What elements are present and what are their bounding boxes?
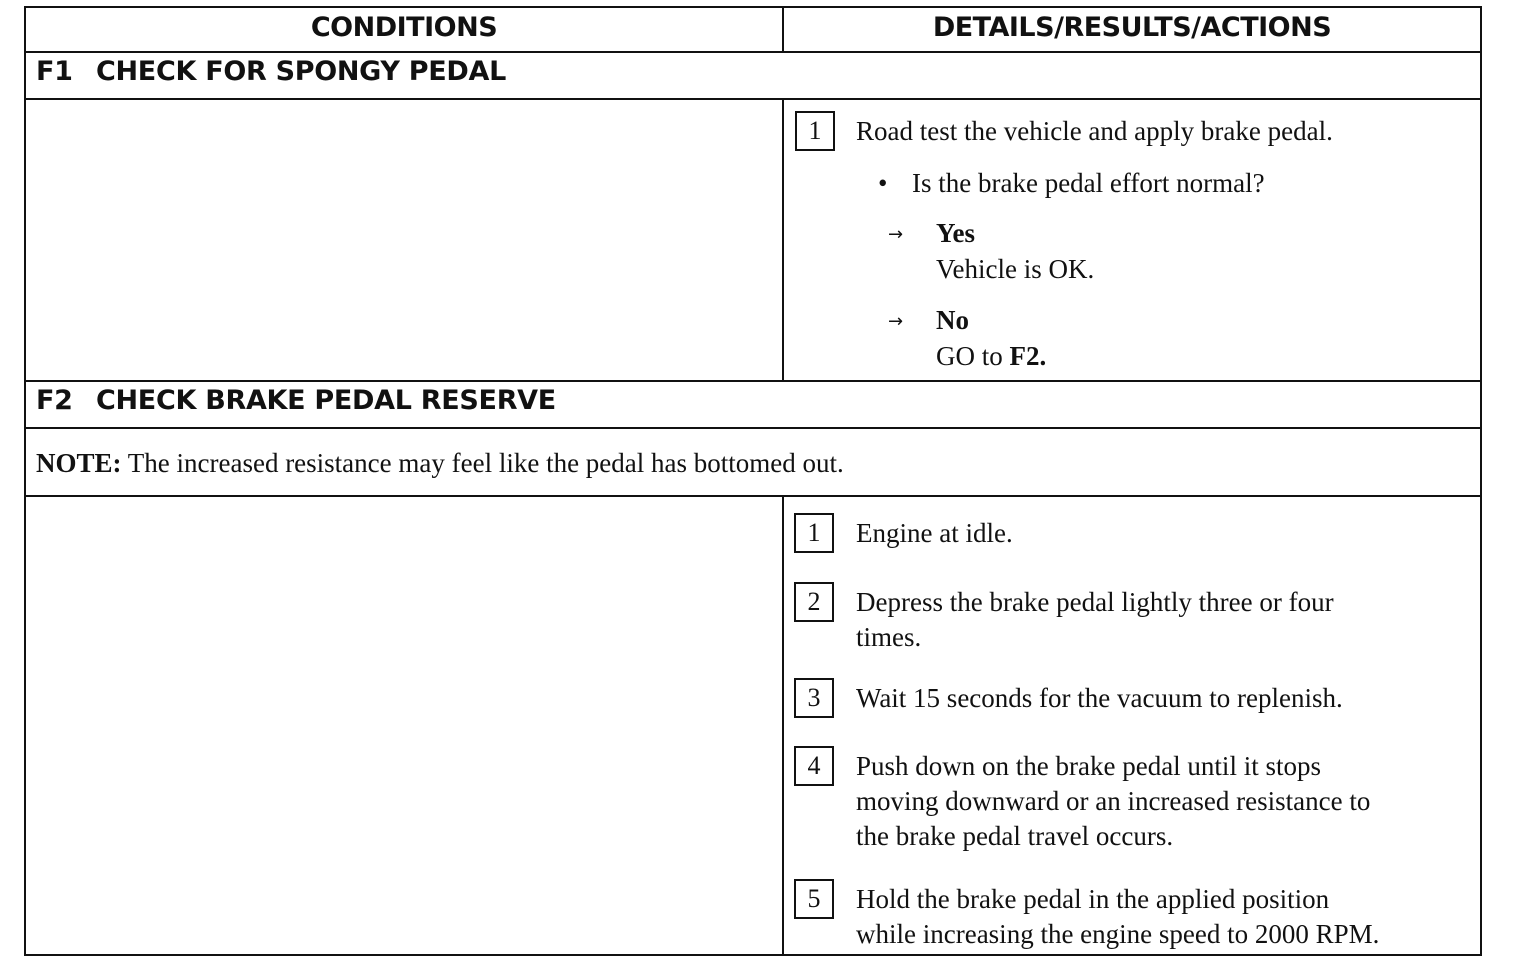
f2-step-5-line-1: Hold the brake pedal in the applied position	[856, 884, 1330, 914]
f2-step-1-line-1: Engine at idle.	[856, 518, 1013, 548]
f2-step-2-text	[856, 585, 1334, 655]
f1-step-1-text: Road test the vehicle and apply brake pedal.	[856, 116, 1333, 146]
note-label: NOTE:	[36, 448, 122, 478]
f1-title: CHECK FOR SPONGY PEDAL	[96, 56, 507, 87]
diagnostic-table	[24, 6, 1482, 956]
f2-step-4-text	[856, 749, 1370, 854]
f2-step-4-box: 4	[794, 746, 834, 786]
header-divider	[26, 51, 1480, 53]
yes-label: Yes	[936, 218, 975, 248]
no-text-prefix: GO to	[936, 341, 1003, 371]
f2-step-3-box: 3	[794, 678, 834, 718]
f2-step-5-text	[856, 882, 1379, 952]
f2-step-3-line-1: Wait 15 seconds for the vacuum to replenish.	[856, 683, 1343, 713]
f2-step-4-line-2: moving downward or an increased resistance to	[856, 786, 1371, 816]
f2-title-divider	[26, 427, 1480, 429]
column-divider-f2	[782, 495, 784, 955]
bullet-icon: •	[878, 168, 888, 198]
f2-number: F2	[36, 385, 73, 416]
f1-section-title	[36, 56, 506, 87]
f1-question	[878, 166, 887, 201]
f2-step-2-box: 2	[794, 582, 834, 622]
f2-title: CHECK BRAKE PEDAL RESERVE	[96, 385, 556, 416]
conditions-header: CONDITIONS	[310, 12, 498, 43]
f1-number: F1	[36, 56, 73, 87]
f2-step-4-line-1: Push down on the brake pedal until it stops	[856, 751, 1321, 781]
yes-text: Vehicle is OK.	[936, 254, 1095, 284]
column-divider-f1	[782, 98, 784, 381]
f2-step-5-line-2: while increasing the engine speed to 2000 RPM.	[856, 919, 1380, 949]
f2-step-1-box: 1	[794, 513, 834, 553]
note-text: The increased resistance may feel like the pedal has bottomed out.	[127, 448, 844, 478]
no-label: No	[936, 305, 969, 335]
f1-question-text: Is the brake pedal effort normal?	[912, 168, 1265, 198]
f2-step-3-text	[856, 681, 1343, 716]
f2-note	[36, 446, 844, 481]
f2-step-5-box: 5	[794, 879, 834, 919]
f1-section-divider	[26, 380, 1480, 382]
right-arrow-icon: →	[888, 311, 904, 332]
right-arrow-icon: →	[888, 224, 904, 245]
f2-step-2-line-2: times.	[856, 622, 922, 652]
no-text	[936, 339, 1046, 374]
f2-step-2-line-1: Depress the brake pedal lightly three or four	[856, 587, 1334, 617]
f1-step-1-box: 1	[795, 111, 835, 151]
f1-title-divider	[26, 98, 1480, 100]
details-header: DETAILS/RESULTS/ACTIONS	[932, 12, 1332, 43]
f2-section-title	[36, 385, 556, 416]
f2-step-4-line-3: the brake pedal travel occurs.	[856, 821, 1174, 851]
go-to-f2-reference: F2.	[1009, 341, 1047, 371]
f2-note-divider	[26, 495, 1480, 497]
f2-step-1-text	[856, 516, 1013, 551]
